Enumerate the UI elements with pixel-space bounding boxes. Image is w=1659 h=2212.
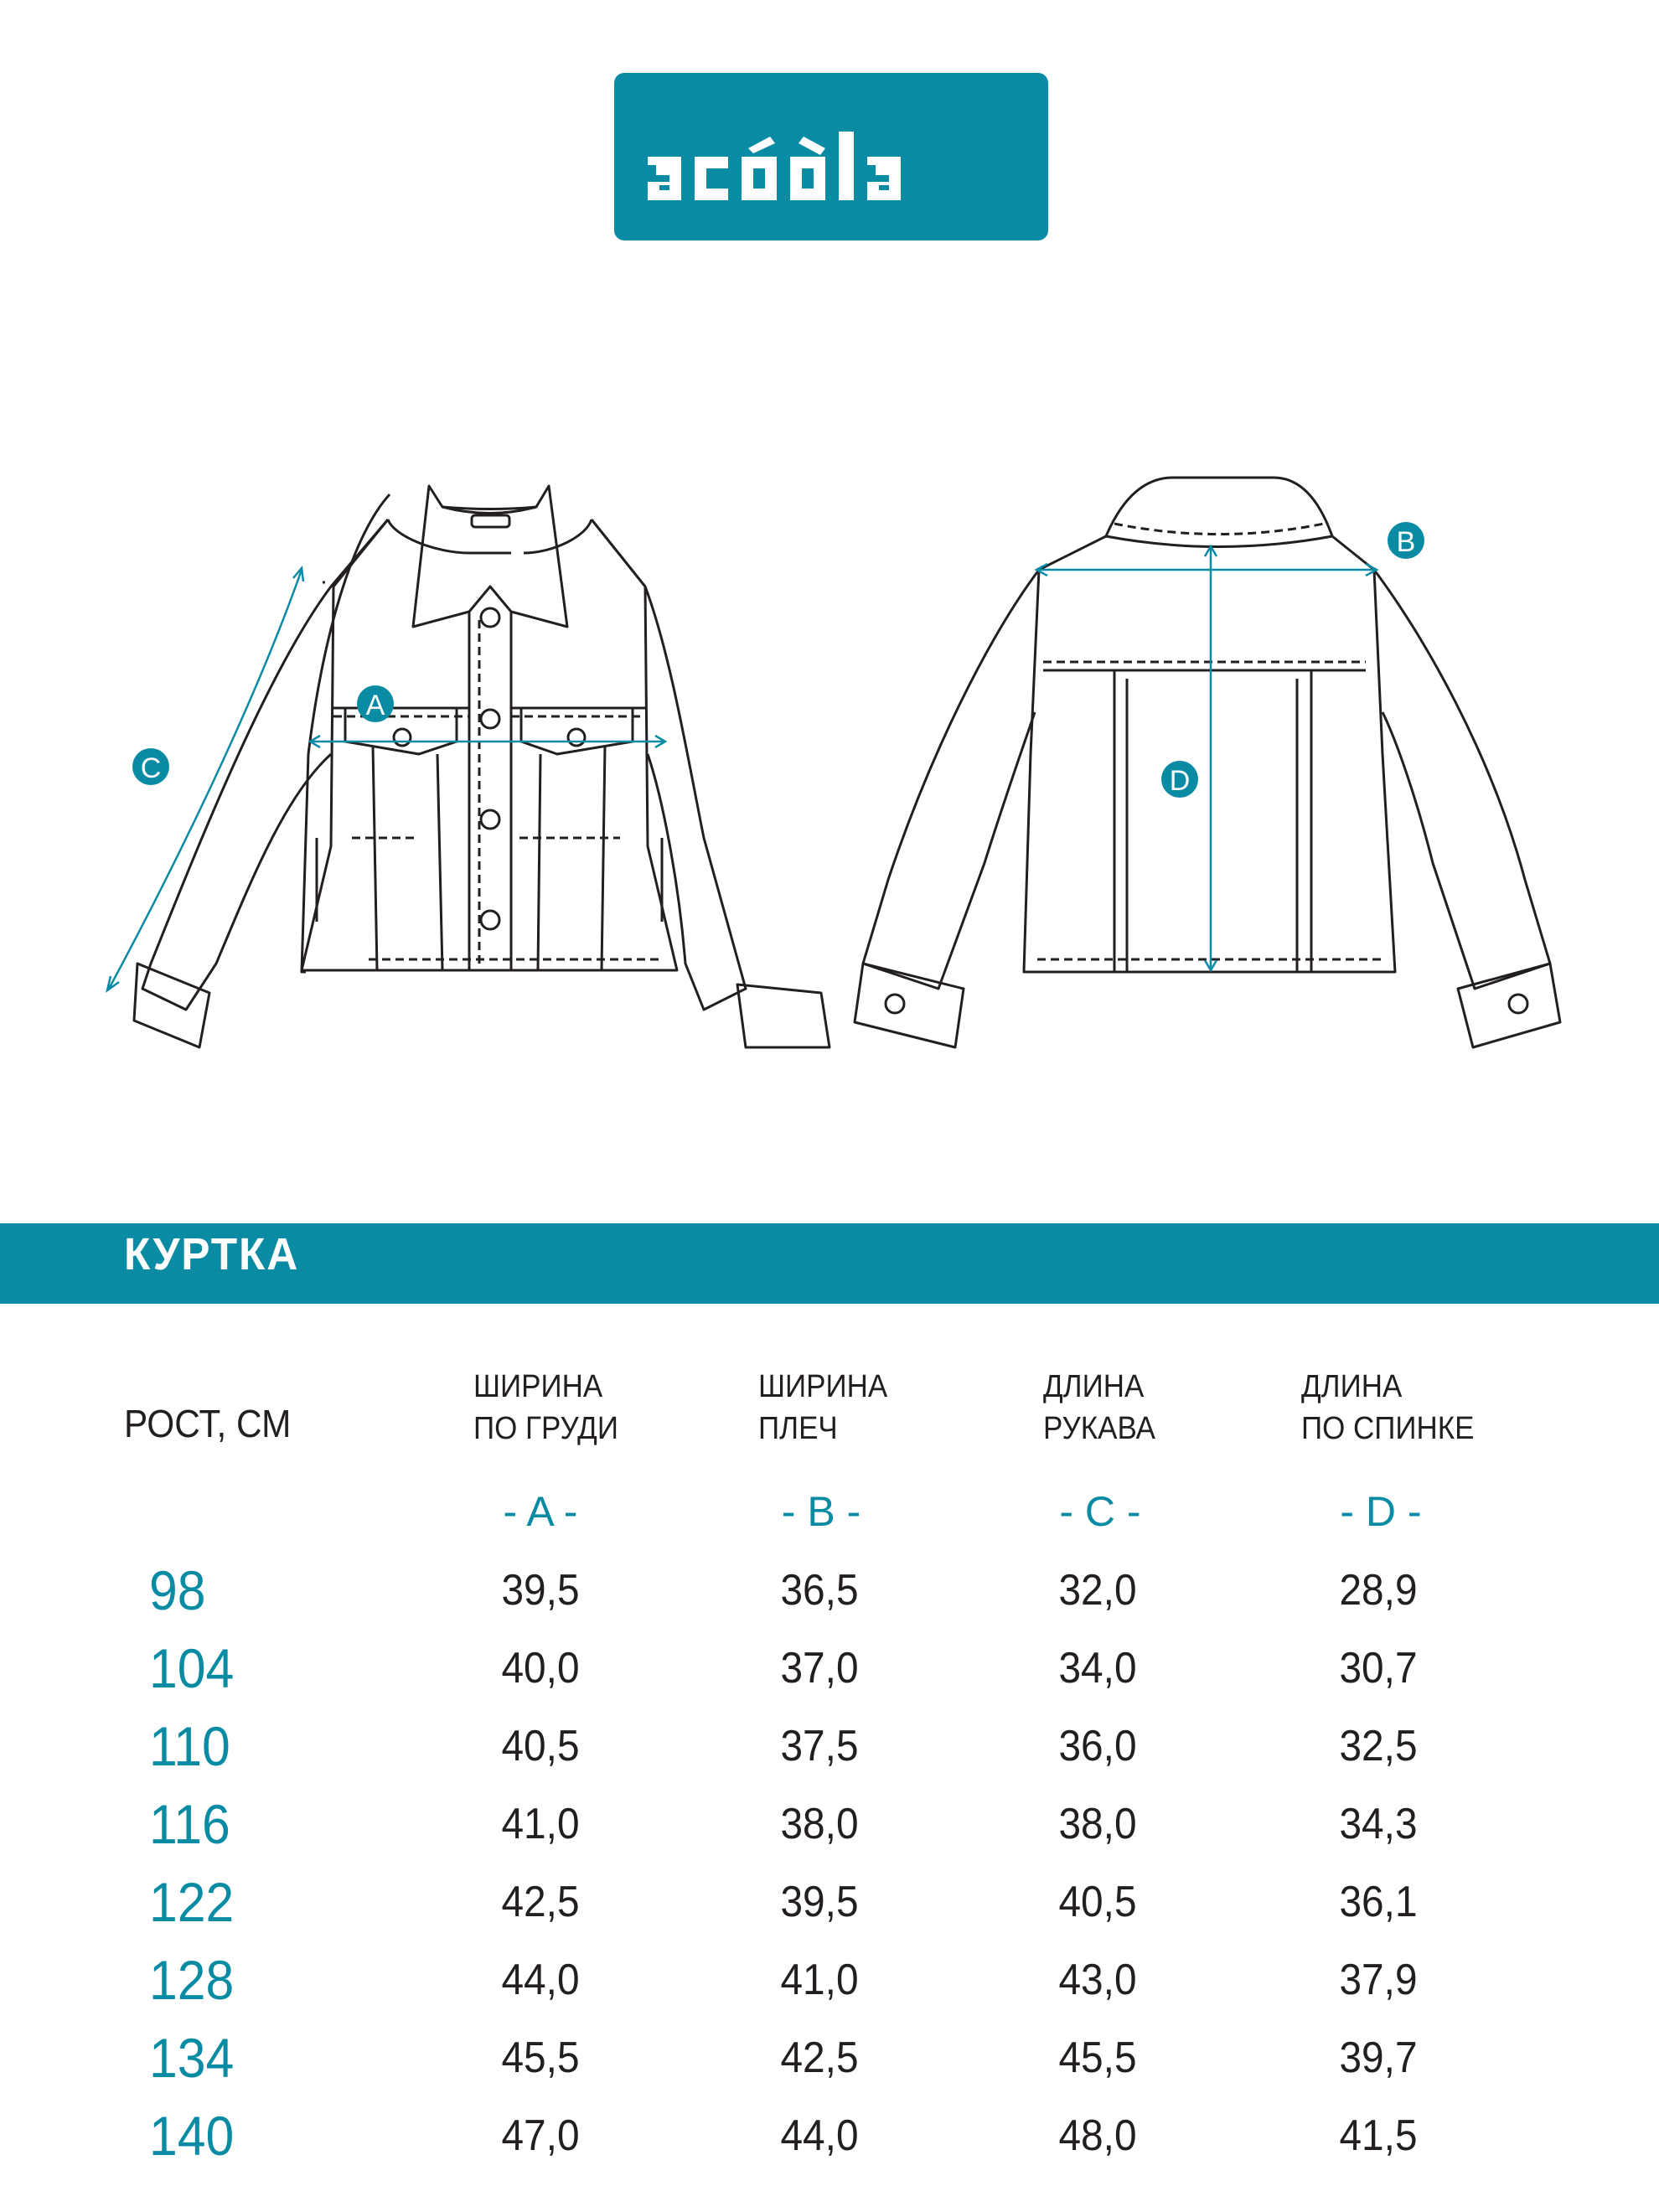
marker-c [132, 748, 169, 785]
measurement-value: 39,5 [780, 1878, 859, 1926]
product-title: КУРТКА [124, 1229, 300, 1279]
column-header-back-length [1301, 1366, 1474, 1450]
measurement-value: 42,5 [780, 2034, 859, 2082]
column-header-line: ШИРИНА [473, 1369, 603, 1404]
marker-d [1161, 761, 1198, 798]
marker-b [1388, 522, 1424, 559]
measurement-value: 37,9 [1339, 1956, 1418, 2004]
column-letter-b: - B - [781, 1488, 861, 1535]
measurement-value: 32,5 [1339, 1722, 1418, 1770]
measurement-value: 45,5 [1058, 2034, 1137, 2082]
measurement-value: 34,3 [1339, 1800, 1418, 1848]
measurement-value: 48,0 [1058, 2111, 1137, 2160]
table-row [0, 1870, 1659, 1937]
column-letter-d: - D - [1340, 1488, 1422, 1535]
measurement-value: 38,0 [780, 1800, 859, 1848]
measurement-value: 47,0 [501, 2111, 580, 2160]
height-header: РОСТ, СМ [124, 1402, 292, 1445]
measurement-value: 39,5 [501, 1566, 580, 1615]
height-value: 116 [149, 1793, 230, 1855]
measurement-value: 45,5 [501, 2034, 580, 2082]
svg-text:B: B [1396, 526, 1416, 558]
height-value: 134 [149, 2027, 235, 2089]
height-value: 122 [149, 1871, 235, 1933]
column-letter-c: - C - [1059, 1488, 1141, 1535]
table-row [0, 1636, 1659, 1703]
measurement-value: 41,5 [1339, 2111, 1418, 2160]
column-header-line: ПО СПИНКЕ [1301, 1411, 1475, 1446]
jacket-back-view [855, 478, 1560, 1047]
measurement-value: 34,0 [1058, 1644, 1137, 1693]
measurement-value: 44,0 [780, 2111, 859, 2160]
column-header-line: ПО ГРУДИ [473, 1411, 618, 1446]
measurement-value: 40,0 [501, 1644, 580, 1693]
measurement-value: 36,1 [1339, 1878, 1418, 1926]
column-header-line: ПЛЕЧ [758, 1411, 838, 1446]
measurement-value: 43,0 [1058, 1956, 1137, 2004]
measurement-value: 44,0 [501, 1956, 580, 2004]
measurement-value: 40,5 [1058, 1878, 1137, 1926]
table-row [0, 1792, 1659, 1859]
column-letter-a: - A - [503, 1488, 578, 1535]
column-header-chest [473, 1366, 618, 1450]
svg-text:D: D [1169, 765, 1191, 797]
jacket-front-view [134, 486, 830, 1047]
measurement-value: 41,0 [501, 1800, 580, 1848]
height-value: 140 [149, 2105, 235, 2167]
marker-a [357, 685, 394, 722]
height-value: 98 [149, 1559, 206, 1621]
column-header-sleeve [1043, 1366, 1155, 1450]
column-header-shoulders [758, 1366, 887, 1450]
measurement-value: 36,5 [780, 1566, 859, 1615]
table-row [0, 1948, 1659, 2015]
measurement-value: 36,0 [1058, 1722, 1137, 1770]
measurement-value: 32,0 [1058, 1566, 1137, 1615]
table-row [0, 1714, 1659, 1781]
svg-text:C: C [140, 752, 162, 784]
column-header-line: ШИРИНА [758, 1369, 888, 1404]
table-row [0, 1558, 1659, 1625]
measurement-value: 40,5 [501, 1722, 580, 1770]
svg-text:A: A [365, 690, 385, 721]
measurement-value: 37,5 [780, 1722, 859, 1770]
measurement-value: 42,5 [501, 1878, 580, 1926]
height-value: 128 [149, 1949, 235, 2011]
jacket-diagram [0, 0, 1659, 1089]
measurement-value: 37,0 [780, 1644, 859, 1693]
measurement-value: 30,7 [1339, 1644, 1418, 1693]
height-value: 110 [149, 1715, 230, 1777]
column-header-line: ДЛИНА [1043, 1369, 1145, 1404]
measurement-value: 28,9 [1339, 1566, 1418, 1615]
measurement-value: 38,0 [1058, 1800, 1137, 1848]
table-row [0, 2026, 1659, 2093]
measurement-value: 41,0 [780, 1956, 859, 2004]
measurement-value: 39,7 [1339, 2034, 1418, 2082]
table-row [0, 2104, 1659, 2171]
height-value: 104 [149, 1637, 235, 1699]
column-header-line: ДЛИНА [1301, 1369, 1403, 1404]
column-header-line: РУКАВА [1043, 1411, 1155, 1446]
